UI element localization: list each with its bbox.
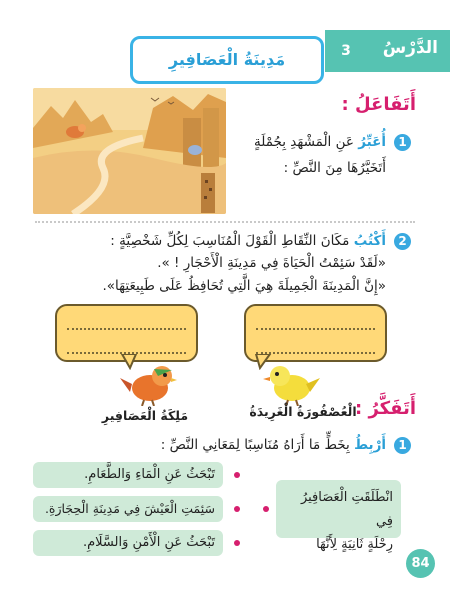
answer-line	[256, 318, 375, 330]
question-2-number: 2	[394, 233, 411, 250]
lesson-tab	[325, 30, 450, 72]
question-1-number: 1	[394, 134, 411, 151]
statement-line-2: رِحْلَةٍ ثَانِيَةٍ لِأَنَّهَا	[316, 537, 393, 552]
desert-city-illustration	[33, 88, 226, 214]
page-number: 84	[406, 549, 435, 578]
section-reflect-title: أَتَفَكَّرُ :	[354, 398, 416, 419]
question-2-line-1	[56, 231, 386, 251]
option-3-connector-dot[interactable]	[234, 540, 240, 546]
question-1-line-1	[206, 132, 386, 152]
question-3-line	[56, 435, 386, 455]
bird-right-caption: الْعُصْفُورَةُ الْغَرِيدَةُ	[249, 404, 357, 419]
question-1-verb: أُعَبِّرُ	[358, 134, 386, 150]
question-1-text: عَنِ الْمَشْهَدِ بِجُمْلَةٍ	[254, 134, 354, 150]
lesson-title: مَدِينَةُ الْعَصَافِيرِ	[130, 36, 324, 84]
statement-connector-dot[interactable]	[263, 506, 269, 512]
question-3-number: 1	[394, 437, 411, 454]
section-divider	[35, 221, 415, 223]
lesson-label: الدَّرْسُ	[382, 38, 438, 58]
quote-2: «إِنَّ الْمَدِينَةَ الْجَمِيلَةَ هِيَ الَّتِي تُحَافِظُ عَلَى طَبِيعَتِهَا».	[102, 278, 386, 294]
option-1-connector-dot[interactable]	[234, 472, 240, 478]
question-1-line-2: أَتَخَيَّرُهَا مِنَ النَّصِّ :	[283, 160, 386, 176]
match-option-1[interactable]: تَبْحَثُ عَنِ الْمَاءِ وَالطَّعَامِ.	[33, 462, 223, 488]
matching-statement-box[interactable]	[276, 480, 401, 552]
singing-bird-icon	[262, 360, 322, 406]
question-3-verb: أَرْبِطُ	[354, 437, 386, 453]
answer-line	[67, 318, 186, 330]
match-option-2[interactable]: سَئِمَتِ الْعَيْشَ فِي مَدِينَةِ الْحِجَارَةِ.	[33, 496, 223, 522]
lesson-number: 3	[336, 41, 356, 61]
answer-line	[67, 342, 186, 354]
answer-line	[256, 342, 375, 354]
quote-1: «لَقَدْ سَئِمْتُ الْحَيَاةَ فِي مَدِينَةِ الْأَحْجَارِ ! ».	[157, 255, 386, 271]
bird-left-caption: مَلِكَةُ الْعَصَافِيرِ	[101, 408, 189, 423]
statement-line-1: انْطَلَقَتِ الْعَصَافِيرُ فِي	[300, 490, 393, 529]
question-2-verb: أَكْتُبُ	[353, 233, 386, 249]
question-2-text: مَكَانَ النِّقَاطِ الْقَوْلَ الْمُنَاسِبَ لِكُلِّ شَخْصِيَّةٍ :	[110, 233, 350, 249]
queen-bird-icon	[118, 360, 178, 406]
option-2-connector-dot[interactable]	[234, 506, 240, 512]
question-3-text: بِخَطٍّ مَا أَرَاهُ مُنَاسِبًا لِمَعَانِي النَّصِّ :	[160, 437, 350, 453]
section-interact-title: أَتَفَاعَلُ :	[341, 94, 416, 115]
match-option-3[interactable]: تَبْحَثُ عَنِ الْأَمْنِ وَالسَّلَامِ.	[33, 530, 223, 556]
